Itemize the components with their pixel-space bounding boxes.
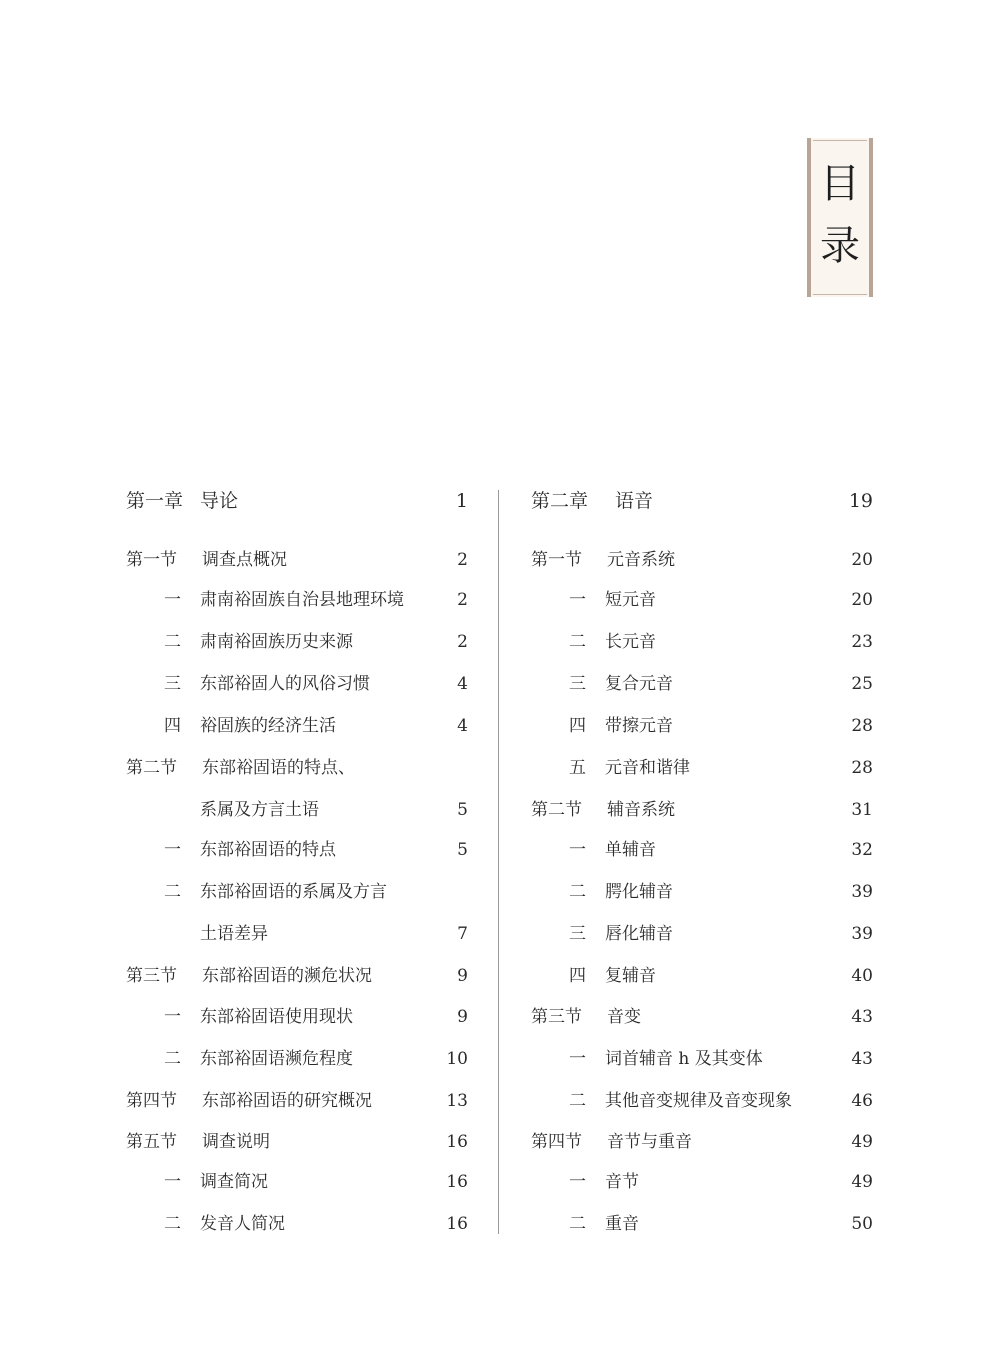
toc-entry-title: 唇化辅音 — [605, 924, 673, 944]
toc-entry-item[interactable] — [126, 879, 468, 905]
toc-entry-title: 东部裕固语的研究概况 — [202, 1091, 372, 1111]
toc-entry-title: 元音和谐律 — [605, 758, 690, 778]
toc-entry-page: 10 — [446, 1049, 468, 1069]
toc-entry-page: 9 — [457, 1007, 468, 1027]
toc-entry-title: 语音 — [615, 490, 654, 512]
toc-entry-item[interactable] — [531, 963, 873, 989]
toc-entry-item[interactable] — [531, 1169, 873, 1195]
toc-entry-label: 一 — [569, 840, 586, 860]
toc-entry-page: 25 — [851, 674, 873, 694]
toc-entry-title: 辅音系统 — [607, 800, 675, 820]
toc-entry-page: 49 — [851, 1172, 873, 1192]
toc-entry-label: 一 — [164, 1172, 181, 1192]
toc-entry-page: 43 — [851, 1007, 873, 1027]
toc-entry-page: 5 — [457, 800, 468, 820]
toc-entry-title: 调查简况 — [200, 1172, 268, 1192]
toc-entry-item[interactable] — [531, 755, 873, 781]
toc-entry-page: 28 — [851, 716, 873, 736]
toc-entry-page: 13 — [446, 1091, 468, 1111]
toc-entry-page: 16 — [446, 1214, 468, 1234]
toc-entry-item[interactable] — [126, 629, 468, 655]
toc-entry-label: 一 — [164, 840, 181, 860]
toc-entry-title: 肃南裕固族自治县地理环境 — [200, 590, 404, 610]
toc-entry-label: 五 — [569, 758, 586, 778]
toc-entry-section[interactable] — [531, 797, 873, 823]
toc-entry-label: 第三节 — [126, 966, 177, 986]
toc-entry-item[interactable] — [531, 1046, 873, 1072]
toc-entry-page: 19 — [848, 490, 873, 512]
toc-entry-section[interactable] — [126, 547, 468, 573]
toc-entry-title: 系属及方言土语 — [200, 800, 319, 820]
toc-entry-label: 第二节 — [531, 800, 582, 820]
toc-entry-chapter[interactable] — [531, 488, 873, 514]
toc-entry-label: 二 — [164, 882, 181, 902]
toc-entry-chapter[interactable] — [126, 488, 468, 514]
title-char: 目 — [820, 161, 860, 207]
toc-entry-title: 东部裕固语的濒危状况 — [202, 966, 372, 986]
toc-entry-item[interactable] — [126, 837, 468, 863]
toc-entry-item[interactable] — [126, 1004, 468, 1030]
toc-entry-page: 5 — [457, 840, 468, 860]
toc-entry-label: 二 — [569, 632, 586, 652]
toc-entry-page: 50 — [851, 1214, 873, 1234]
toc-entry-label: 第二章 — [531, 490, 589, 512]
toc-entry-section[interactable] — [126, 963, 468, 989]
toc-entry-label: 第一节 — [531, 550, 582, 570]
toc-entry-page: 1 — [455, 490, 468, 512]
toc-entry-page: 7 — [457, 924, 468, 944]
toc-entry-title: 短元音 — [605, 590, 656, 610]
toc-entry-item[interactable] — [126, 1169, 468, 1195]
toc-entry-title: 发音人简况 — [200, 1214, 285, 1234]
toc-entry-label: 一 — [569, 1172, 586, 1192]
toc-entry-title: 音变 — [607, 1007, 641, 1027]
toc-entry-section[interactable] — [126, 1129, 468, 1155]
toc-entry-section[interactable] — [126, 755, 468, 781]
toc-entry-page: 32 — [851, 840, 873, 860]
toc-entry-section[interactable] — [531, 1004, 873, 1030]
toc-entry-item[interactable] — [531, 1088, 873, 1114]
toc-entry-item[interactable] — [531, 879, 873, 905]
toc-entry-item[interactable] — [126, 1046, 468, 1072]
toc-entry-title: 复辅音 — [605, 966, 656, 986]
toc-entry-title: 长元音 — [605, 632, 656, 652]
toc-entry-label: 二 — [569, 882, 586, 902]
title-char: 录 — [820, 223, 860, 269]
toc-entry-label: 三 — [569, 924, 586, 944]
toc-entry-title: 元音系统 — [607, 550, 675, 570]
toc-entry-cont[interactable] — [126, 921, 468, 947]
toc-entry-page: 23 — [851, 632, 873, 652]
toc-entry-title: 东部裕固语的特点 — [200, 840, 336, 860]
toc-entry-section[interactable] — [531, 547, 873, 573]
toc-entry-title: 词首辅音 h 及其变体 — [605, 1049, 763, 1069]
toc-entry-title: 单辅音 — [605, 840, 656, 860]
toc-entry-label: 第三节 — [531, 1007, 582, 1027]
toc-entry-title: 其他音变规律及音变现象 — [605, 1091, 792, 1111]
toc-entry-label: 二 — [164, 1214, 181, 1234]
toc-entry-cont[interactable] — [126, 797, 468, 823]
toc-entry-item[interactable] — [531, 587, 873, 613]
toc-entry-page: 16 — [446, 1132, 468, 1152]
toc-entry-label: 二 — [569, 1214, 586, 1234]
toc-entry-page: 20 — [851, 590, 873, 610]
toc-entry-title: 调查点概况 — [202, 550, 287, 570]
toc-entry-page: 40 — [851, 966, 873, 986]
toc-entry-page: 46 — [851, 1091, 873, 1111]
toc-entry-label: 一 — [569, 1049, 586, 1069]
toc-entry-title: 导论 — [200, 490, 239, 512]
toc-entry-label: 三 — [164, 674, 181, 694]
toc-entry-label: 三 — [569, 674, 586, 694]
toc-entry-label: 二 — [164, 1049, 181, 1069]
toc-entry-page: 9 — [457, 966, 468, 986]
toc-entry-item[interactable] — [531, 921, 873, 947]
toc-entry-title: 肃南裕固族历史来源 — [200, 632, 353, 652]
toc-entry-label: 一 — [569, 590, 586, 610]
toc-entry-title: 东部裕固语濒危程度 — [200, 1049, 353, 1069]
toc-entry-title: 音节与重音 — [607, 1132, 692, 1152]
toc-entry-title: 裕固族的经济生活 — [200, 716, 336, 736]
toc-entry-page: 49 — [851, 1132, 873, 1152]
toc-entry-title: 复合元音 — [605, 674, 673, 694]
toc-entry-item[interactable] — [126, 1211, 468, 1237]
toc-entry-page: 2 — [457, 590, 468, 610]
toc-entry-title: 调查说明 — [202, 1132, 270, 1152]
toc-entry-label: 第二节 — [126, 758, 177, 778]
toc-entry-item[interactable] — [531, 629, 873, 655]
toc-entry-label: 第一节 — [126, 550, 177, 570]
toc-entry-label: 四 — [164, 716, 181, 736]
toc-entry-item[interactable] — [531, 1211, 873, 1237]
toc-entry-title: 土语差异 — [200, 924, 268, 944]
toc-entry-page: 28 — [851, 758, 873, 778]
toc-entry-item[interactable] — [126, 713, 468, 739]
toc-entry-item[interactable] — [531, 713, 873, 739]
toc-entry-label: 第一章 — [126, 490, 184, 512]
toc-entry-title: 东部裕固人的风俗习惯 — [200, 674, 370, 694]
toc-entry-title: 音节 — [605, 1172, 639, 1192]
toc-entry-label: 一 — [164, 590, 181, 610]
toc-entry-page: 16 — [446, 1172, 468, 1192]
toc-entry-page: 39 — [851, 924, 873, 944]
toc-entry-label: 二 — [569, 1091, 586, 1111]
toc-entry-label: 一 — [164, 1007, 181, 1027]
toc-entry-page: 43 — [851, 1049, 873, 1069]
toc-entry-title: 带擦元音 — [605, 716, 673, 736]
toc-entry-title: 东部裕固语的特点、 — [202, 758, 355, 778]
title-box — [807, 138, 873, 297]
toc-entry-label: 第四节 — [531, 1132, 582, 1152]
toc-entry-page: 20 — [851, 550, 873, 570]
toc-entry-title: 东部裕固语的系属及方言 — [200, 882, 387, 902]
toc-entry-item[interactable] — [531, 837, 873, 863]
toc-entry-page: 4 — [457, 674, 468, 694]
toc-entry-label: 第五节 — [126, 1132, 177, 1152]
toc-entry-label: 四 — [569, 966, 586, 986]
toc-entry-page: 31 — [851, 800, 873, 820]
toc-entry-section[interactable] — [126, 1088, 468, 1114]
toc-entry-title: 腭化辅音 — [605, 882, 673, 902]
toc-entry-page: 4 — [457, 716, 468, 736]
toc-entry-page: 2 — [457, 550, 468, 570]
toc-entry-item[interactable] — [126, 671, 468, 697]
toc-entry-item[interactable] — [126, 587, 468, 613]
toc-entry-item[interactable] — [531, 671, 873, 697]
toc-entry-title: 东部裕固语使用现状 — [200, 1007, 353, 1027]
toc-entry-label: 四 — [569, 716, 586, 736]
toc-entry-section[interactable] — [531, 1129, 873, 1155]
toc-entry-label: 二 — [164, 632, 181, 652]
toc-entry-title: 重音 — [605, 1214, 639, 1234]
toc-entry-label: 第四节 — [126, 1091, 177, 1111]
toc-entry-page: 2 — [457, 632, 468, 652]
toc-entry-page: 39 — [851, 882, 873, 902]
column-divider — [498, 490, 499, 1234]
